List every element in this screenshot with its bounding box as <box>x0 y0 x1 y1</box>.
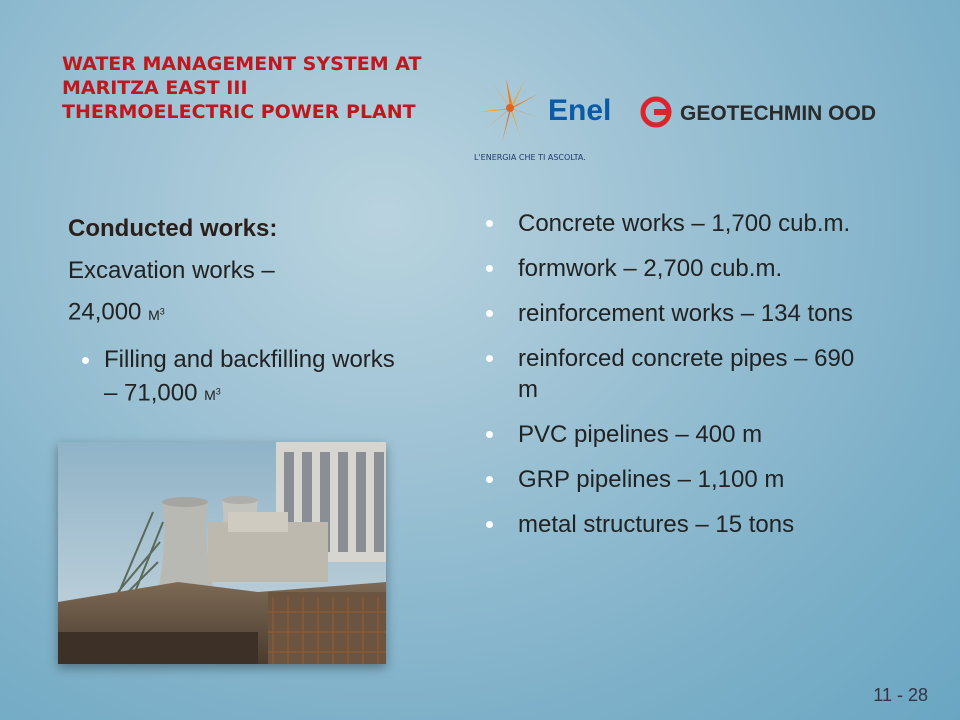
bullet-icon <box>486 355 493 362</box>
conducted-works-heading: Conducted works: <box>68 215 278 242</box>
bullet-icon <box>486 310 493 317</box>
list-item: GRP pipelines – 1,100 m <box>518 464 858 495</box>
list-item: Concrete works – 1,700 cub.m. <box>518 208 858 239</box>
bullet-icon <box>486 431 493 438</box>
enel-sun-icon <box>477 78 540 142</box>
excavation-line: Excavation works – <box>68 257 275 284</box>
construction-site-photo <box>58 442 386 664</box>
geotechmin-logo <box>640 92 890 132</box>
bullet-icon <box>486 521 493 528</box>
slide-title: WATER MANAGEMENT SYSTEM AT MARITZA EAST III THERMOELECTRIC POWER PLANT <box>62 53 422 123</box>
left-bullet-list <box>68 343 398 413</box>
excavation-unit: $M^3$ <box>148 306 165 323</box>
list-item: reinforced concrete pipes – 690 m <box>518 343 858 405</box>
enel-logo <box>470 78 630 168</box>
geotechmin-mark-icon <box>643 99 670 125</box>
list-item: PVC pipelines – 400 m <box>518 419 858 450</box>
page-number: 11 - 28 <box>873 685 928 705</box>
bullet-icon <box>486 220 493 227</box>
left-column <box>68 215 398 412</box>
list-item: metal structures – 15 tons <box>518 509 858 540</box>
enel-name: Enel <box>548 94 612 127</box>
bullet-icon <box>486 265 493 272</box>
right-bullet-list <box>518 208 858 554</box>
list-item: Filling and backfilling works – 71,000 $M^3$ <box>104 343 398 413</box>
geotechmin-name: GEOTECHMIN OOD <box>680 102 877 125</box>
enel-tagline: L'ENERGIA CHE TI ASCOLTA. <box>474 153 586 162</box>
bullet-icon <box>486 476 493 483</box>
excavation-value-line <box>68 291 398 335</box>
excavation-value: 24,000 <box>68 298 142 326</box>
bullet-icon <box>82 357 89 364</box>
list-item: reinforcement works – 134 tons <box>518 298 858 329</box>
list-item: formwork – 2,700 cub.m. <box>518 253 858 284</box>
filling-unit: $M^3$ <box>204 386 221 404</box>
